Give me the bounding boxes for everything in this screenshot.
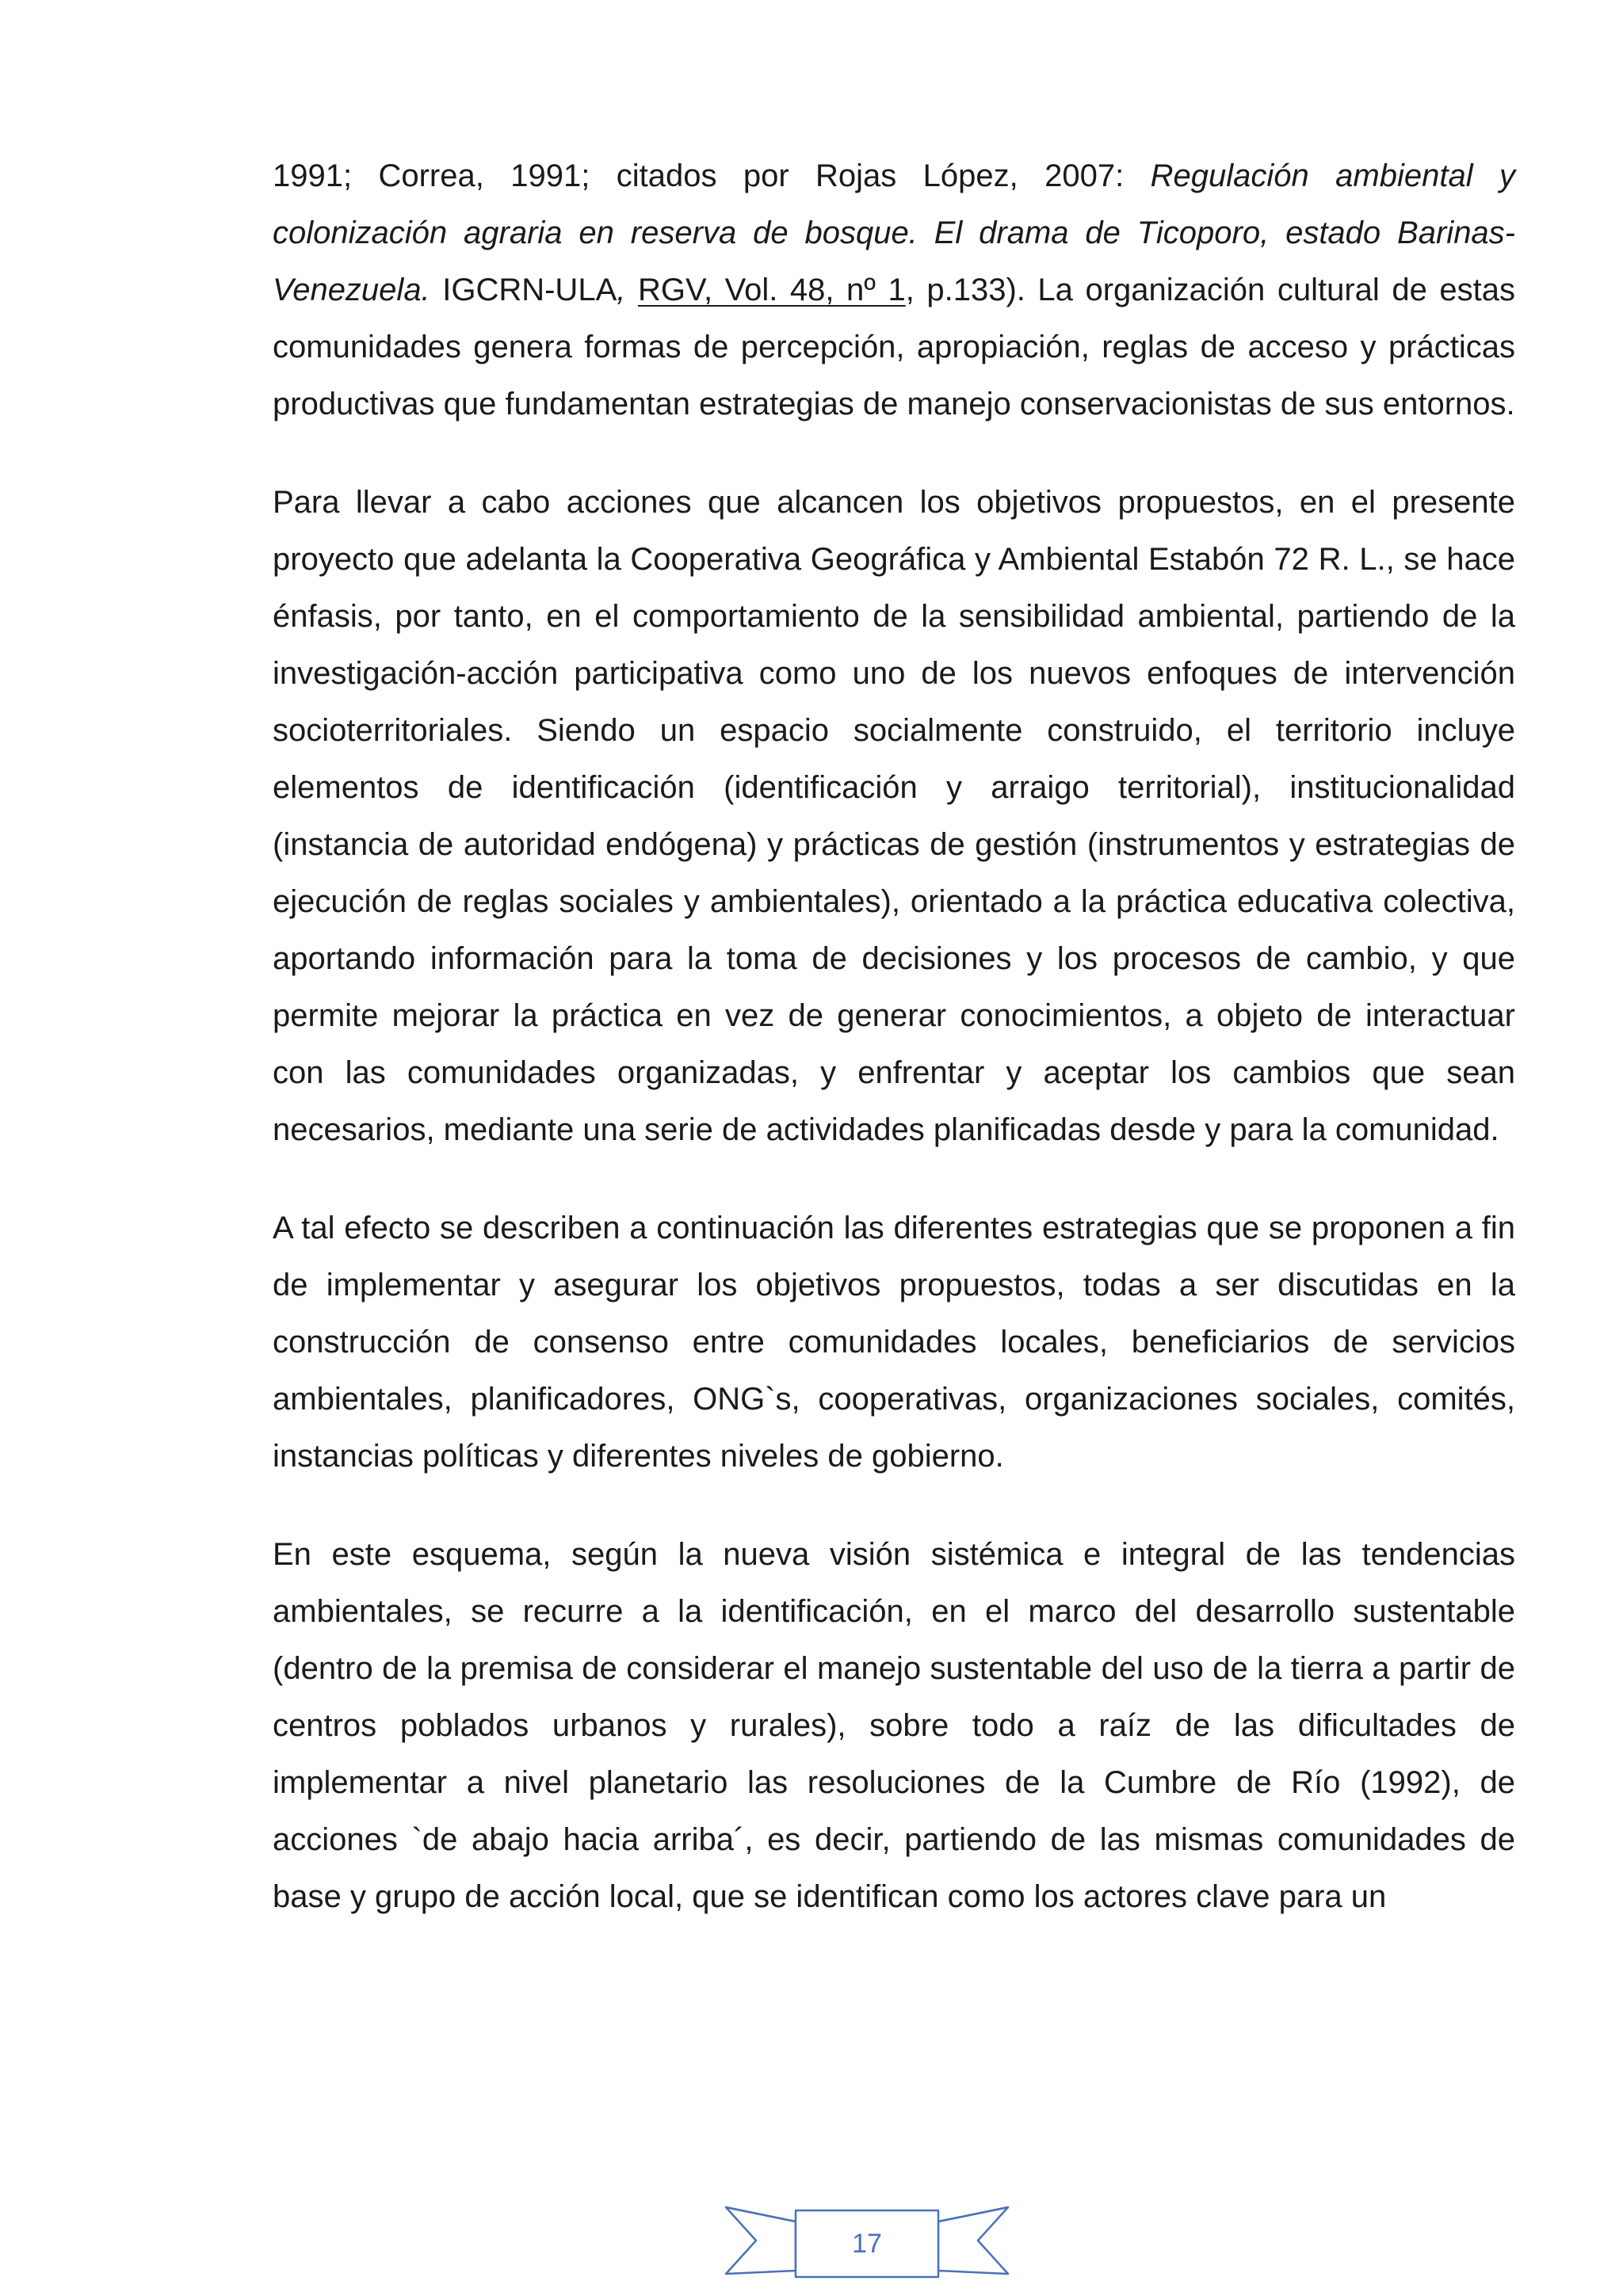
- body-text: [273, 147, 1515, 1925]
- cited-title: Regulación ambiental y colonización agraria en reserva de bosque. El drama de Ticoporo, estado Barinas-Venezuela.: [273, 158, 1515, 307]
- paragraph-1: 1991; Correa, 1991; citados por Rojas López, 2007: Regulación ambiental y colonización agraria en reserva de bosque. El drama de Ticoporo, estado Barinas-Venezuela. IGCRN-ULA, RGV, Vol. 48, nº 1, p.133). La organización cultural de estas comunidades genera formas de percepción, apropiación, reglas de acceso y prácticas productivas que fundamentan estrategias de manejo conservacionistas de sus entornos.: [273, 158, 1515, 421]
- paragraph-3: A tal efecto se describen a continuación las diferentes estrategias que se proponen a fin de implementar y asegurar los objetivos propuestos, todas a ser discutidas en la construcción de consenso entre comunidades locales, beneficiarios de servicios ambientales, planificadores, ONG`s, cooperativas, organizaciones sociales, comités, instancias políticas y diferentes niveles de gobierno.: [273, 1211, 1515, 1474]
- journal-reference: RGV, Vol. 48, nº 1: [637, 273, 906, 307]
- paragraph-4: En este esquema, según la nueva visión sistémica e integral de las tendencias ambientales, se recurre a la identificación, en el marco del desarrollo sustentable (dentro de la premisa de considerar el manejo sustentable del uso de la tierra a partir de centros poblados urbanos y rurales), sobre todo a raíz de las dificultades de implementar a nivel planetario las resoluciones de la Cumbre de Río (1992), de acciones `de abajo hacia arriba´, es decir, partiendo de las mismas comunidades de base y grupo de acción local, que se identifican como los actores clave para un: [273, 1537, 1515, 1914]
- paragraph-2: Para llevar a cabo acciones que alcancen los objetivos propuestos, en el presente proyecto que adelanta la Cooperativa Geográfica y Ambiental Estabón 72 R. L., se hace énfasis, por tanto, en el comportamiento de la sensibilidad ambiental, partiendo de la investigación-acción participativa como uno de los nuevos enfoques de intervención socioterritoriales. Siendo un espacio socialmente construido, el territorio incluye elementos de identificación (identificación y arraigo territorial), institucionalidad (instancia de autoridad endógena) y prácticas de gestión (instrumentos y estrategias de ejecución de reglas sociales y ambientales), orientado a la práctica educativa colectiva, aportando información para la toma de decisiones y los procesos de cambio, y que permite mejorar la práctica en vez de generar conocimientos, a objeto de interactuar con las comunidades organizadas, y enfrentar y aceptar los cambios que sean necesarios, mediante una serie de actividades planificadas desde y para la comunidad.: [273, 485, 1515, 1147]
- page-number: 17: [852, 2228, 882, 2259]
